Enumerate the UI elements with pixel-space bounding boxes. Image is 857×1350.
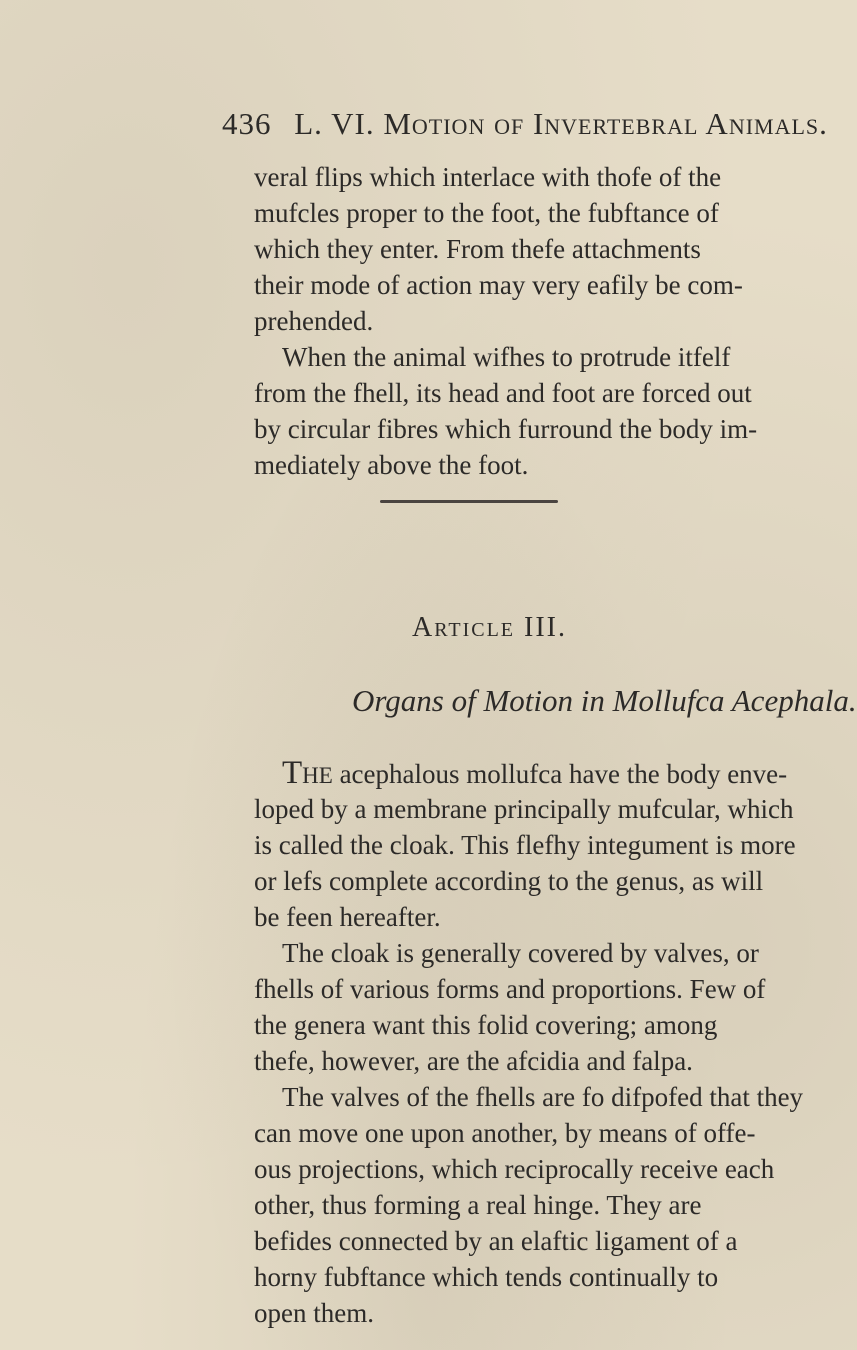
text-line: horny fubftance which tends continually to — [254, 1262, 719, 1292]
opening-word: The — [282, 755, 333, 791]
text-line: which they enter. From thefe attachments — [254, 234, 701, 264]
text-line: fhells of various forms and proportions. Few of — [254, 974, 766, 1004]
text-line: other, thus forming a real hinge. They are — [254, 1190, 702, 1220]
section-divider — [380, 500, 558, 503]
running-title: L. VI. Motion of Invertebral Animals. — [294, 106, 828, 141]
text-line: prehended. — [254, 306, 374, 336]
text-line: When the animal wifhes to protrude itfelf — [282, 342, 731, 372]
text-line: mediately above the foot. — [254, 450, 529, 480]
text-line: the genera want this folid covering; among — [254, 1010, 718, 1040]
text-line: or lefs complete according to the genus, as will — [254, 866, 764, 896]
article-subtitle: Organs of Motion in Mollufca Acephala. — [352, 683, 857, 718]
text-line: can move one upon another, by means of offe- — [254, 1118, 756, 1148]
running-head — [222, 106, 828, 142]
text-line: is called the cloak. This flefhy integument is more — [254, 830, 796, 860]
text-line: their mode of action may very eafily be com- — [254, 270, 743, 300]
text-line: mufcles proper to the foot, the fubftance of — [254, 198, 719, 228]
text-line: be feen hereafter. — [254, 902, 441, 932]
text-line: thefe, however, are the afcidia and falpa. — [254, 1046, 693, 1076]
text-line: from the fhell, its head and foot are forced out — [254, 378, 752, 408]
text-line: loped by a membrane principally mufcular, which — [254, 794, 794, 824]
text-line: ous projections, which reciprocally receive each — [254, 1154, 775, 1184]
text-fragment: acephalous mollufca have the body enve- — [332, 759, 788, 789]
text-line: open them. — [254, 1298, 374, 1328]
page-number: 436 — [222, 106, 272, 141]
text-line: veral flips which interlace with thofe of the — [254, 162, 722, 192]
text-line: befides connected by an elaftic ligament of a — [254, 1226, 738, 1256]
text-line: The cloak is generally covered by valves, or — [282, 938, 759, 968]
text-line — [282, 756, 787, 791]
text-line: by circular fibres which furround the body im- — [254, 414, 758, 444]
article-heading: Article III. — [412, 612, 567, 643]
text-line: The valves of the fhells are fo difpofed that they — [282, 1082, 804, 1112]
